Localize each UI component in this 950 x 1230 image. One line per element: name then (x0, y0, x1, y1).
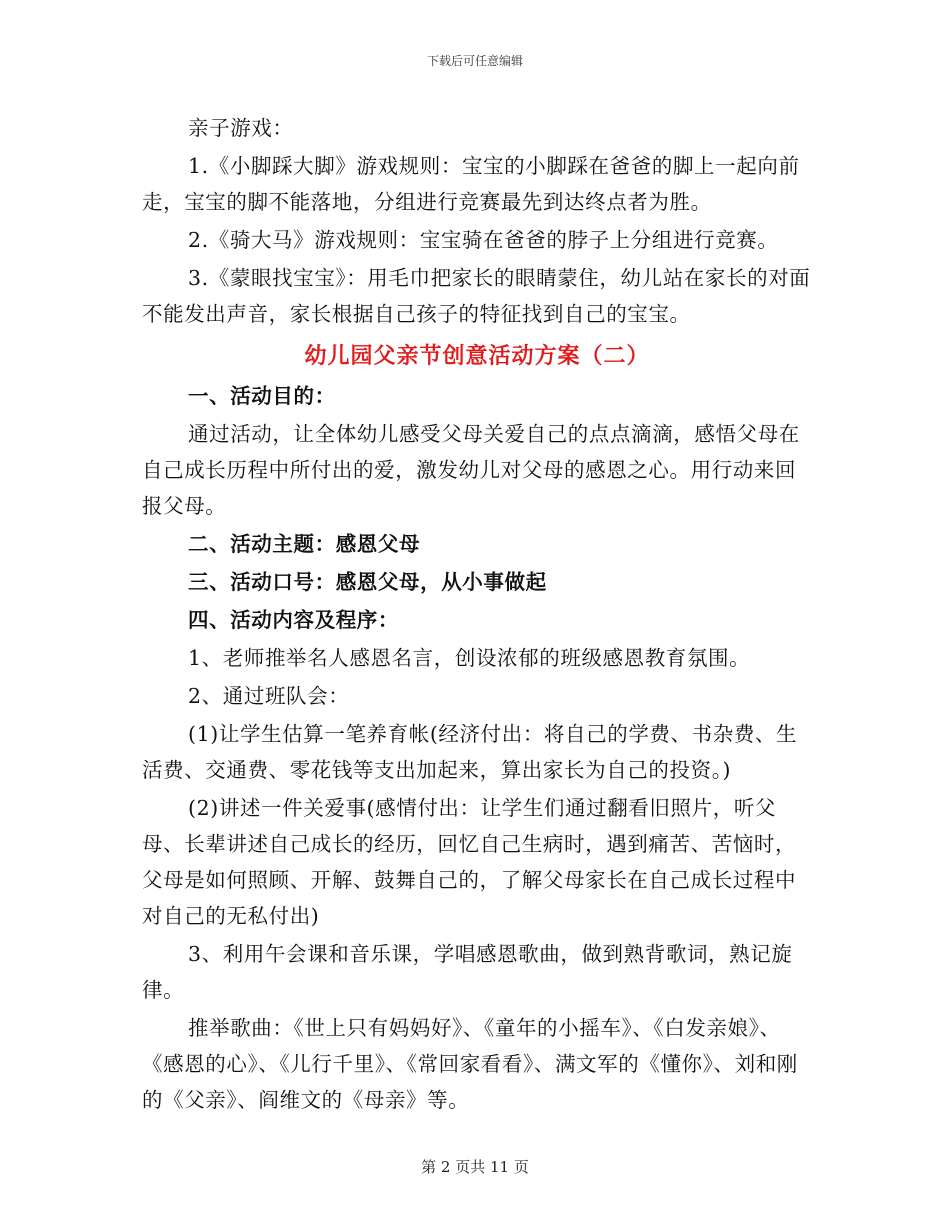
paragraph-parent-child-games: 亲子游戏： (188, 116, 294, 140)
paragraph-game-1: 1.《小脚踩大脚》游戏规则：宝宝的小脚踩在爸爸的脚上一起向前走，宝宝的脚不能落地，分组进行竞赛最先到达终点者为胜。 (142, 154, 800, 214)
paragraph-game-2: 2.《骑大马》游戏规则：宝宝骑在爸爸的脖子上分组进行竞赛。 (188, 228, 779, 252)
paragraph-recommended-songs: 推举歌曲：《世上只有妈妈好》、《童年的小摇车》、《白发亲娘》、《感恩的心》、《儿行千里》、《常回家看看》、满文军的《懂你》、刘和刚的《父亲》、阎维文的《母亲》等。 (142, 1016, 798, 1112)
heading-activity-theme: 二、活动主题：感恩父母 (188, 532, 421, 556)
header-note: 下载后可任意编辑 (426, 54, 523, 68)
heading-activity-content: 四、活动内容及程序： (188, 608, 399, 632)
heading-activity-purpose: 一、活动目的： (188, 384, 336, 408)
list-item-2: 2、通过班队会： (188, 684, 350, 708)
section-title: 幼儿园父亲节创意活动方案（二） (304, 343, 650, 369)
list-item-2-1: (1)让学生估算一笔养育帐(经济付出：将自己的学费、书杂费、生活费、交通费、零花钱等支出加起来，算出家长为自己的投资。) (142, 722, 798, 782)
paragraph-game-3: 3.《蒙眼找宝宝》：用毛巾把家长的眼睛蒙住，幼儿站在家长的对面不能发出声音，家长根据自己孩子的特征找到自己的宝宝。 (142, 266, 811, 326)
page-footer: 第 2 页共 11 页 (421, 1158, 529, 1176)
list-item-2-2: (2)讲述一件关爱事(感情付出：让学生们通过翻看旧照片，听父母、长辈讲述自己成长的经历，回忆自己生病时，遇到痛苦、苦恼时，父母是如何照顾、开解、鼓舞自己的，了解父母家长在自己成长过程中对自己的无私付出) (142, 796, 797, 928)
heading-activity-slogan: 三、活动口号：感恩父母，从小事做起 (188, 570, 547, 594)
document-body (142, 110, 812, 1118)
paragraph-purpose: 通过活动，让全体幼儿感受父母关爱自己的点点滴滴，感悟父母在自己成长历程中所付出的爱，激发幼儿对父母的感恩之心。用行动来回报父母。 (142, 422, 800, 518)
list-item-1: 1、老师推举名人感恩名言，创设浓郁的班级感恩教育氛围。 (188, 646, 751, 670)
list-item-3: 3、利用午会课和音乐课，学唱感恩歌曲，做到熟背歌词，熟记旋律。 (142, 942, 793, 1002)
